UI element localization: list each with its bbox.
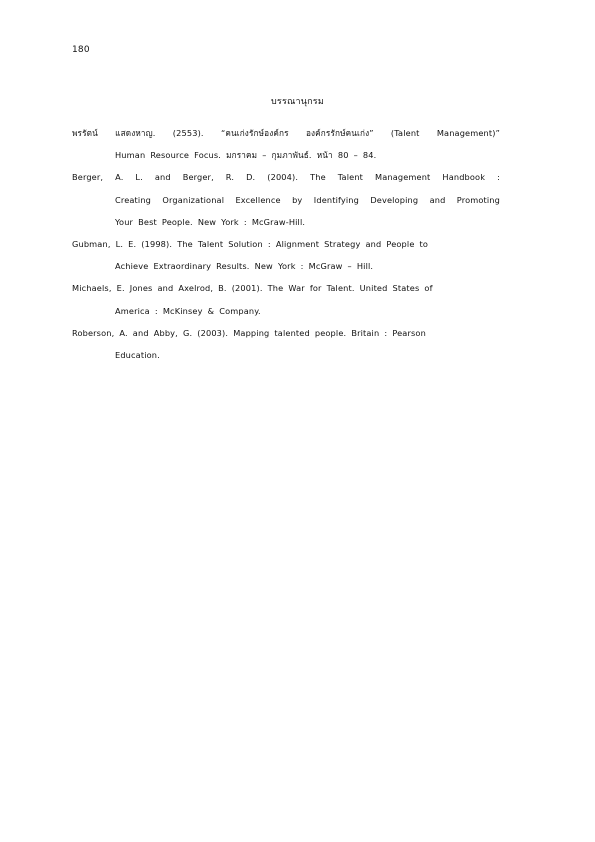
reference-line: Your Best People. New York : McGraw-Hill.: [115, 216, 306, 227]
page-title: บรรณานุกรม: [271, 97, 324, 107]
reference-entry-3: [72, 238, 500, 282]
reference-line: Education.: [115, 349, 160, 360]
reference-line: Gubman, L. E. (1998). The Talent Solution : Alignment Strategy and People to: [72, 238, 429, 249]
reference-list: [72, 127, 500, 371]
reference-line: Human Resource Focus. มกราคม – กุมภาพันธ์. หน้า 80 – 84.: [115, 150, 377, 161]
page-number: 180: [72, 45, 90, 55]
reference-line: Achieve Extraordinary Results. New York : McGraw – Hill.: [115, 261, 374, 272]
reference-line: Creating Organizational Excellence by Identifying Developing and Promoting: [115, 194, 500, 205]
reference-entry-5: [72, 327, 500, 371]
reference-entry-4: [72, 282, 500, 326]
reference-line: America : McKinsey & Company.: [115, 305, 261, 316]
reference-line: พรรัตน์ แสดงหาญ. (2553). “คนเก่งรักษ์องค์กร องค์กรรักษ์คนเก่ง” (Talent Management)”: [72, 128, 500, 138]
reference-line: Roberson, A. and Abby, G. (2003). Mapping talented people. Britain : Pearson: [72, 327, 426, 338]
reference-entry-2: [72, 171, 500, 238]
reference-line: Michaels, E. Jones and Axelrod, B. (2001). The War for Talent. United States of: [72, 283, 433, 294]
reference-entry-1: [72, 127, 500, 171]
reference-line: Berger, A. L. and Berger, R. D. (2004). The Talent Management Handbook :: [72, 172, 500, 183]
